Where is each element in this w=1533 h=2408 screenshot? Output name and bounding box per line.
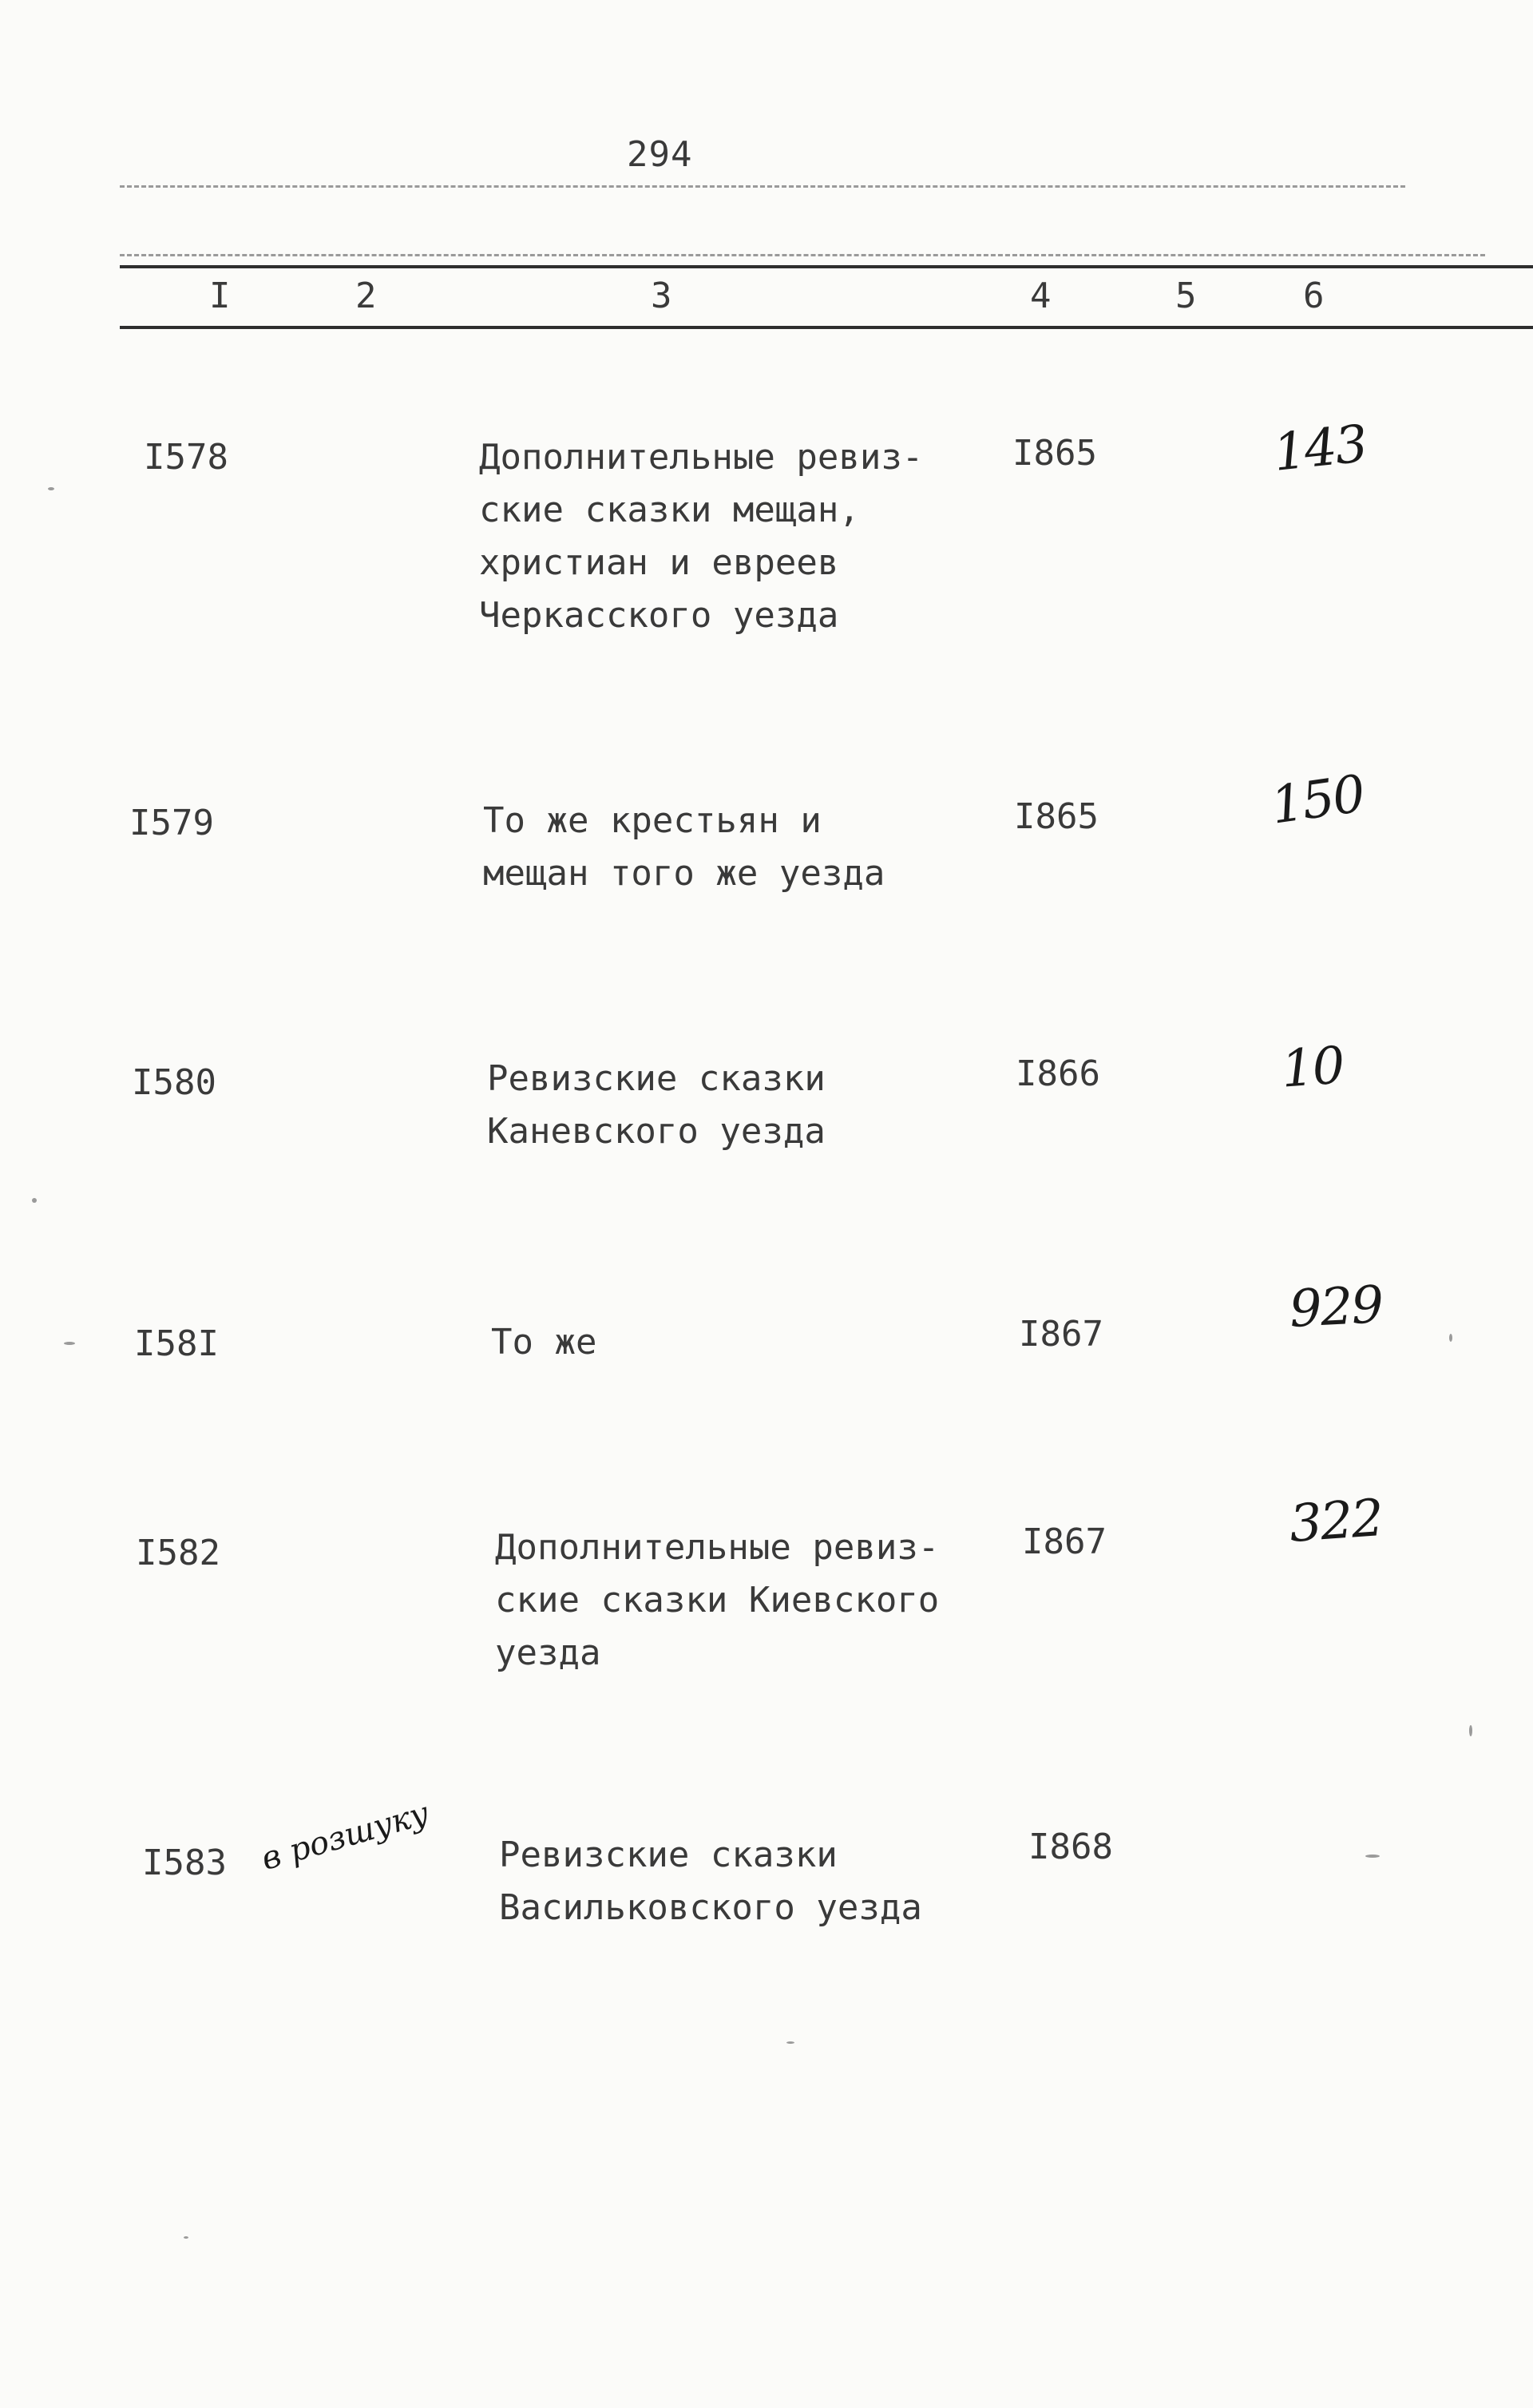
row-description-line: уезда: [495, 1632, 601, 1673]
row-description-line: Ревизские сказки: [487, 1058, 826, 1099]
row-year: I866: [1016, 1053, 1100, 1094]
scan-speck: [184, 2236, 188, 2239]
handwritten-note: в розшуку: [257, 1795, 434, 1878]
row-year: I867: [1019, 1314, 1103, 1355]
scan-speck: [1365, 1855, 1380, 1858]
row-sheet-count: 10: [1279, 1036, 1345, 1100]
scan-speck: [786, 2041, 794, 2044]
row-number: I583: [142, 1843, 227, 1883]
row-description-line: Каневского уезда: [487, 1111, 826, 1152]
row-description-line: мещан того же уезда: [483, 853, 885, 894]
table-header-bottom-rule: [120, 326, 1533, 329]
column-header-1: I: [209, 276, 231, 316]
row-description-line: То же: [491, 1322, 597, 1363]
column-header-4: 4: [1030, 276, 1052, 316]
row-description-line: ские сказки Киевского: [495, 1580, 940, 1621]
row-description-line: Ревизские сказки: [499, 1835, 838, 1875]
row-description-line: То же крестьян и: [483, 800, 822, 841]
row-sheet-count: 150: [1267, 764, 1368, 836]
row-number: I580: [132, 1062, 216, 1103]
row-sheet-count: 322: [1287, 1489, 1384, 1554]
table-header-top-rule: [120, 265, 1533, 268]
scan-speck: [32, 1198, 37, 1203]
row-description-line: ские сказки мещан,: [479, 490, 860, 530]
column-header-5: 5: [1175, 276, 1197, 316]
dashed-line-top: [120, 185, 1405, 188]
row-year: I867: [1022, 1521, 1107, 1562]
scan-speck: [1469, 1725, 1472, 1736]
row-number: I579: [129, 803, 214, 843]
row-sheet-count: 143: [1270, 415, 1369, 483]
row-year: I865: [1012, 433, 1097, 474]
row-year: I868: [1028, 1827, 1113, 1867]
row-number: I58I: [134, 1323, 219, 1364]
row-description-line: Черкасского уезда: [479, 595, 839, 636]
page-number: 294: [627, 134, 693, 175]
scan-speck: [1449, 1334, 1452, 1342]
column-header-6: 6: [1303, 276, 1325, 316]
row-description-line: христиан и евреев: [479, 542, 839, 583]
scan-speck: [64, 1342, 75, 1345]
row-description-line: Дополнительные ревиз-: [495, 1527, 940, 1568]
row-description-line: Дополнительные ревиз-: [479, 437, 924, 478]
scan-speck: [48, 487, 54, 490]
column-header-2: 2: [355, 276, 377, 316]
column-header-3: 3: [651, 276, 672, 316]
row-year: I865: [1014, 796, 1099, 837]
row-sheet-count: 929: [1288, 1275, 1384, 1339]
dashed-line-header: [120, 254, 1485, 256]
row-number: I578: [144, 437, 228, 478]
row-description-line: Васильковского уезда: [499, 1887, 922, 1928]
row-number: I582: [136, 1533, 220, 1573]
